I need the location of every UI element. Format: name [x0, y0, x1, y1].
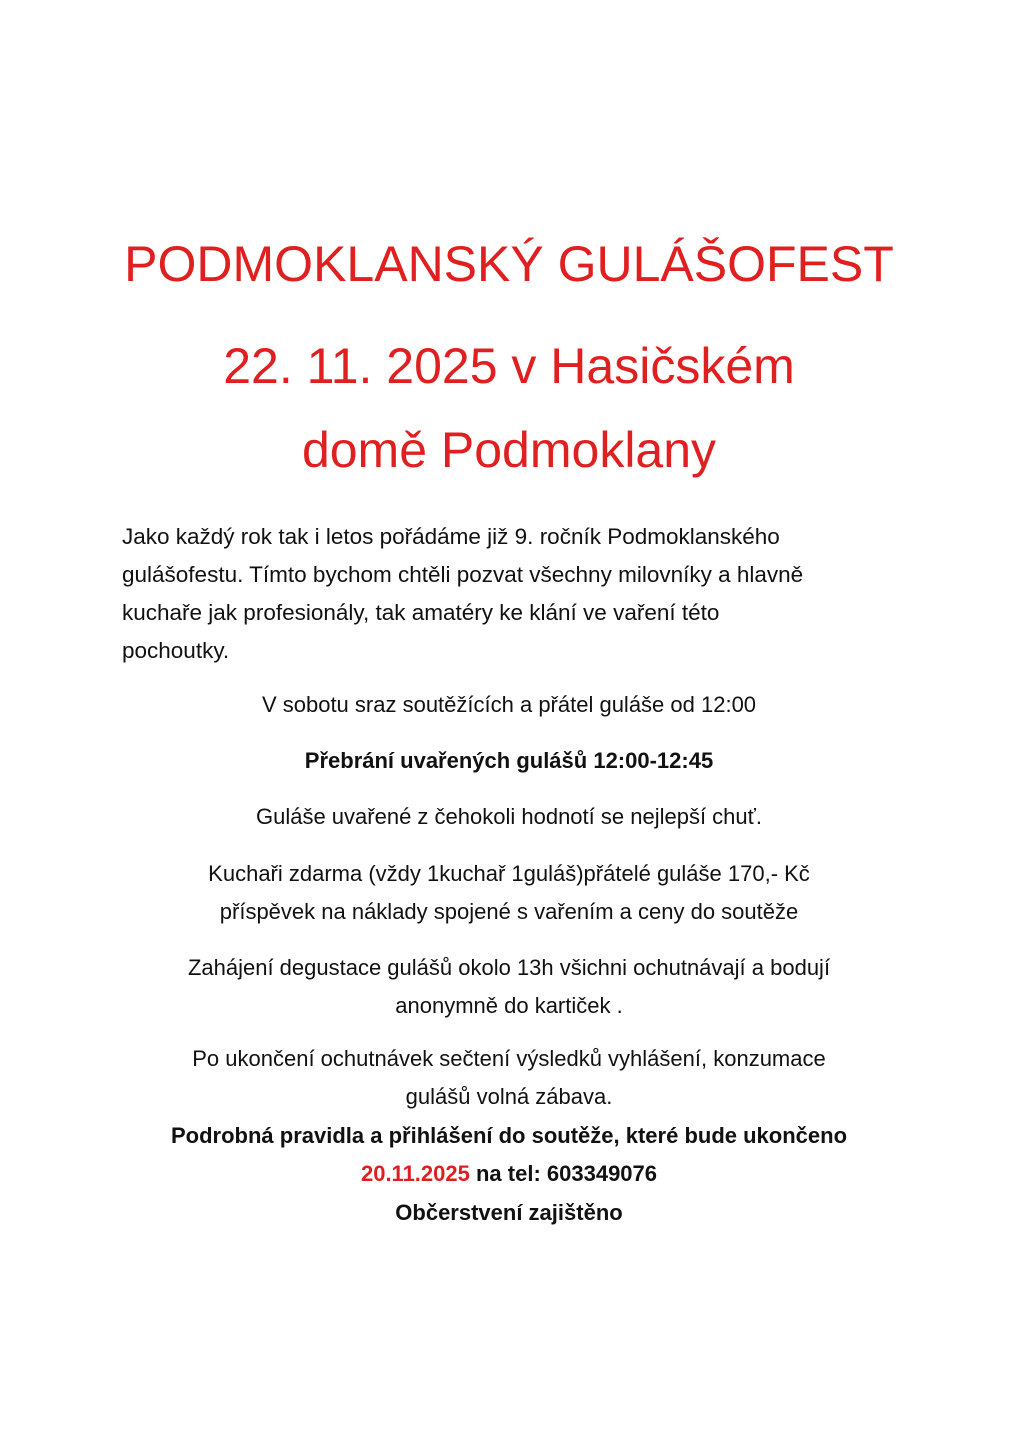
intro-paragraph [122, 518, 912, 670]
fee-line: Kuchaři zdarma (vždy 1kuchař 1guláš)přátelé guláše 170,- Kč [208, 861, 810, 886]
goulash-handover: Přebrání uvařených gulášů 12:00-12:45 [304, 748, 714, 773]
registration-deadline [90, 1155, 928, 1193]
meeting-time: V sobotu sraz soutěžících a přátel guláše od 12:00 [261, 692, 757, 717]
intro-line: pochoutky. [122, 638, 230, 663]
intro-line: kuchaře jak profesionály, tak amatéry ke klání ve vaření této [122, 600, 720, 625]
refreshments-note: Občerstvení zajištěno [395, 1200, 623, 1225]
closing-line: gulášů volná zábava. [405, 1084, 613, 1109]
closing-info [90, 1040, 928, 1116]
tasting-info [90, 949, 928, 1025]
fee-info [90, 855, 928, 931]
intro-line: gulášofestu. Tímto bychom chtěli pozvat všechny milovníky a hlavně [122, 562, 804, 587]
event-title: PODMOKLANSKÝ GULÁŠOFEST [124, 236, 894, 292]
tasting-line: anonymně do kartiček . [395, 993, 623, 1018]
closing-line: Po ukončení ochutnávek sečtení výsledků vyhlášení, konzumace [192, 1046, 826, 1071]
event-venue: domě Podmoklany [301, 422, 717, 478]
phone-number: na tel: 603349076 [469, 1161, 658, 1186]
deadline-date: 20.11.2025 [360, 1161, 470, 1186]
event-date-venue: 22. 11. 2025 v Hasičském [223, 338, 795, 394]
tasting-line: Zahájení degustace gulášů okolo 13h všichni ochutnávají a bodují [187, 955, 831, 980]
registration-info: Podrobná pravidla a přihlášení do soutěže, které bude ukončeno [170, 1123, 848, 1148]
intro-line: Jako každý rok tak i letos pořádáme již 9. ročník Podmoklanského [122, 524, 780, 549]
judging-rule: Guláše uvařené z čehokoli hodnotí se nejlepší chuť. [255, 804, 762, 829]
fee-line: příspěvek na náklady spojené s vařením a ceny do soutěže [219, 899, 799, 924]
